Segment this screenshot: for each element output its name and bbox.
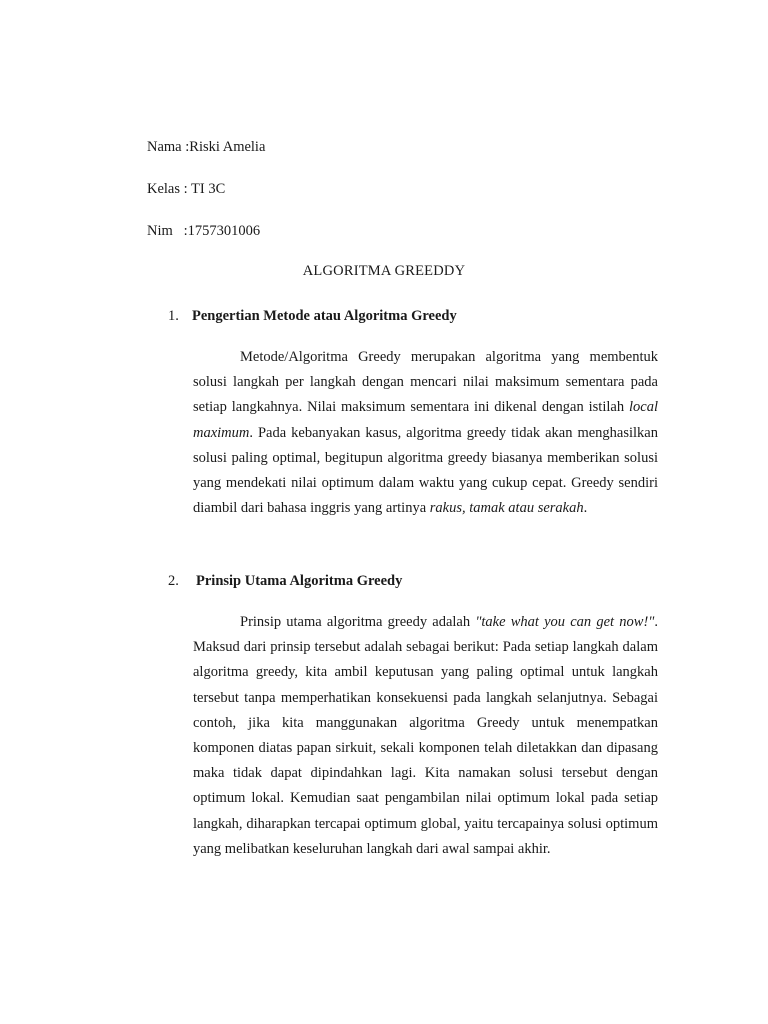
section-2-text-part2: . Maksud dari prinsip tersebut adalah sebagai berikut: Pada setiap langkah dalam algoritma greedy, kita ambil keputusan yang paling optimal untuk langkah tersebut tanpa memperhatikan konsekuensi pada langkah selanjutnya. Sebagai contoh, jika kita manggunakan algoritma Greedy untuk menempatkan komponen diatas papan sirkuit, sekali komponen telah diletakkan dan dipasang maka tidak dapat dipindahkan lagi. Kita namakan solusi tersebut dengan optimum lokal. Kemudian saat pengambilan nilai optimum lokal pada setiap langkah, diharapkan tercapai optimum global, yaitu tercapainya solusi optimum yang melibatkan keseluruhan langkah dari awal sampai akhir. — [193, 614, 658, 857]
section-1-text-part1: Metode/Algoritma Greedy merupakan algoritma yang membentuk solusi langkah per langkah dengan mencari nilai maksimum sementara pada setiap langkahnya. Nilai maksimum sementara ini dikenal dengan istilah — [193, 349, 658, 416]
section-1-heading — [168, 307, 457, 325]
section-1-italic-term: local maximum — [193, 399, 658, 441]
student-nim-line: Nim :1757301006 — [147, 223, 261, 239]
section-2-heading — [168, 572, 402, 590]
student-class-line: Kelas : TI 3C — [147, 181, 226, 197]
document-title: ALGORITMA GREEDDY — [302, 263, 466, 279]
section-1-text-part2: . Pada kebanyakan kasus, algoritma greedy tidak akan menghasilkan solusi paling optimal, begitupun algoritma greedy biasanya memberikan solusi yang mendekati nilai optimum dalam waktu yang cukup cepat. Greedy sendiri diambil dari bahasa inggris yang artinya — [193, 424, 658, 517]
section-1-number: 1. — [168, 308, 179, 324]
section-2-italic-quote: "take what you can get now!" — [475, 614, 655, 630]
student-name-line: Nama :Riski Amelia — [147, 139, 266, 155]
section-2-paragraph — [193, 610, 658, 862]
section-2-text-part1: Prinsip utama algoritma greedy adalah — [240, 614, 476, 630]
section-1-heading-text: Pengertian Metode atau Algoritma Greedy — [192, 308, 457, 324]
section-1-paragraph — [193, 345, 658, 521]
section-1-italic-meaning: rakus, tamak atau serakah — [429, 500, 584, 517]
section-1-text-part3: . — [583, 500, 588, 517]
section-2-number: 2. — [168, 573, 179, 589]
section-2-heading-text: Prinsip Utama Algoritma Greedy — [196, 573, 403, 589]
